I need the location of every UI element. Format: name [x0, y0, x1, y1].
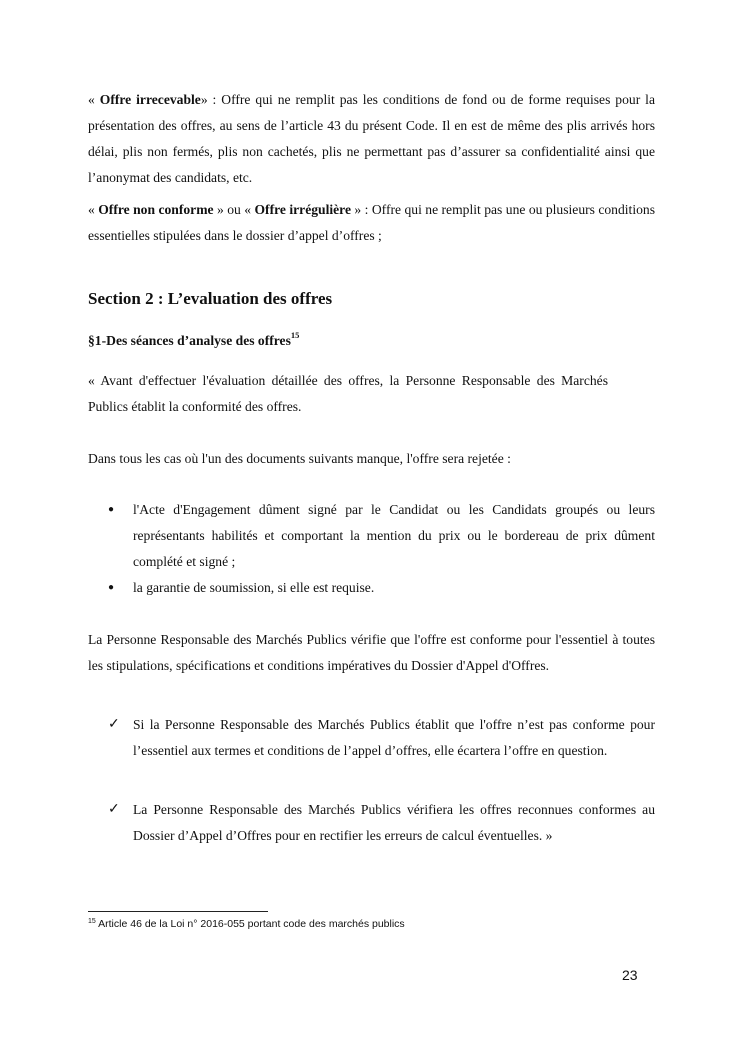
checkmark-icon: ✓	[108, 802, 120, 817]
rejection-text: Dans tous les cas où l'un des documents suivants manque, l'offre sera rejetée :	[88, 451, 511, 466]
definition-connector: » ou «	[213, 202, 255, 217]
verification-text: La Personne Responsable des Marchés Publics vérifie que l'offre est conforme pour l'essentiel à toutes les stipulations, spécifications et conditions impératives du Dossier d'Appel d'Offres.	[88, 632, 655, 673]
section-heading: Section 2 : L’evaluation des offres	[88, 289, 333, 308]
intro-text: « Avant d'effectuer l'évaluation détaillée des offres, la Personne Responsable des Marchés Publics établit la conformité des offres.	[88, 373, 608, 414]
verification-paragraph	[88, 627, 655, 679]
footnote-reference[interactable]: 15	[290, 330, 300, 340]
intro-paragraph	[88, 368, 608, 420]
term-offre-non-conforme: Offre non conforme	[98, 202, 214, 217]
definition-text: » : Offre qui ne remplit pas les conditions de fond ou de forme requises pour la présentation des offres, au sens de l’article 43 du présent Code. Il en est de même des plis arrivés hors délai, plis non fermés, plis non cachetés, plis ne permettant pas d’assurer sa confidentialité ainsi que l’anonymat des candidats, etc.	[88, 92, 655, 185]
subsection-heading	[88, 330, 299, 352]
page-number: 23	[622, 967, 638, 983]
list-item: la garantie de soumission, si elle est requise.	[133, 580, 375, 595]
quote-open: «	[88, 202, 99, 217]
definition-offre-irrecevable	[88, 87, 655, 191]
term-offre-irreguliere: Offre irrégulière	[254, 202, 351, 217]
footnote-separator	[88, 911, 268, 912]
list-item: La Personne Responsable des Marchés Publics vérifiera les offres reconnues conformes au Dossier d’Appel d’Offres pour en rectifier les erreurs de calcul éventuelles. »	[133, 802, 655, 843]
bullet-icon: ●	[108, 504, 115, 515]
quote-open: «	[88, 92, 100, 107]
list-item: Si la Personne Responsable des Marchés Publics établit que l'offre n’est pas conforme pour l’essentiel aux termes et conditions de l’appel d’offres, elle écartera l’offre en question.	[133, 717, 655, 758]
definition-offre-non-conforme	[88, 197, 655, 249]
footnote-number: 15	[88, 918, 96, 925]
footnote	[88, 917, 405, 931]
rejection-paragraph	[88, 446, 655, 472]
definition-text: » : Offre qui ne remplit pas une ou plusieurs conditions essentielles stipulées dans le dossier d’appel d’offres ;	[88, 202, 655, 243]
subsection-title: §1-Des séances d’analyse des offres	[88, 333, 291, 348]
list-item: l'Acte d'Engagement dûment signé par le Candidat ou les Candidats groupés ou leurs représentants habilités et comportant la mention du prix ou le bordereau de prix dûment complété et signé ;	[133, 502, 655, 569]
footnote-text: Article 46 de la Loi n° 2016-055 portant code des marchés publics	[95, 918, 405, 930]
bullet-icon: ●	[108, 582, 115, 593]
term-offre-irrecevable: Offre irrecevable	[99, 92, 201, 107]
checkmark-icon: ✓	[108, 717, 120, 732]
